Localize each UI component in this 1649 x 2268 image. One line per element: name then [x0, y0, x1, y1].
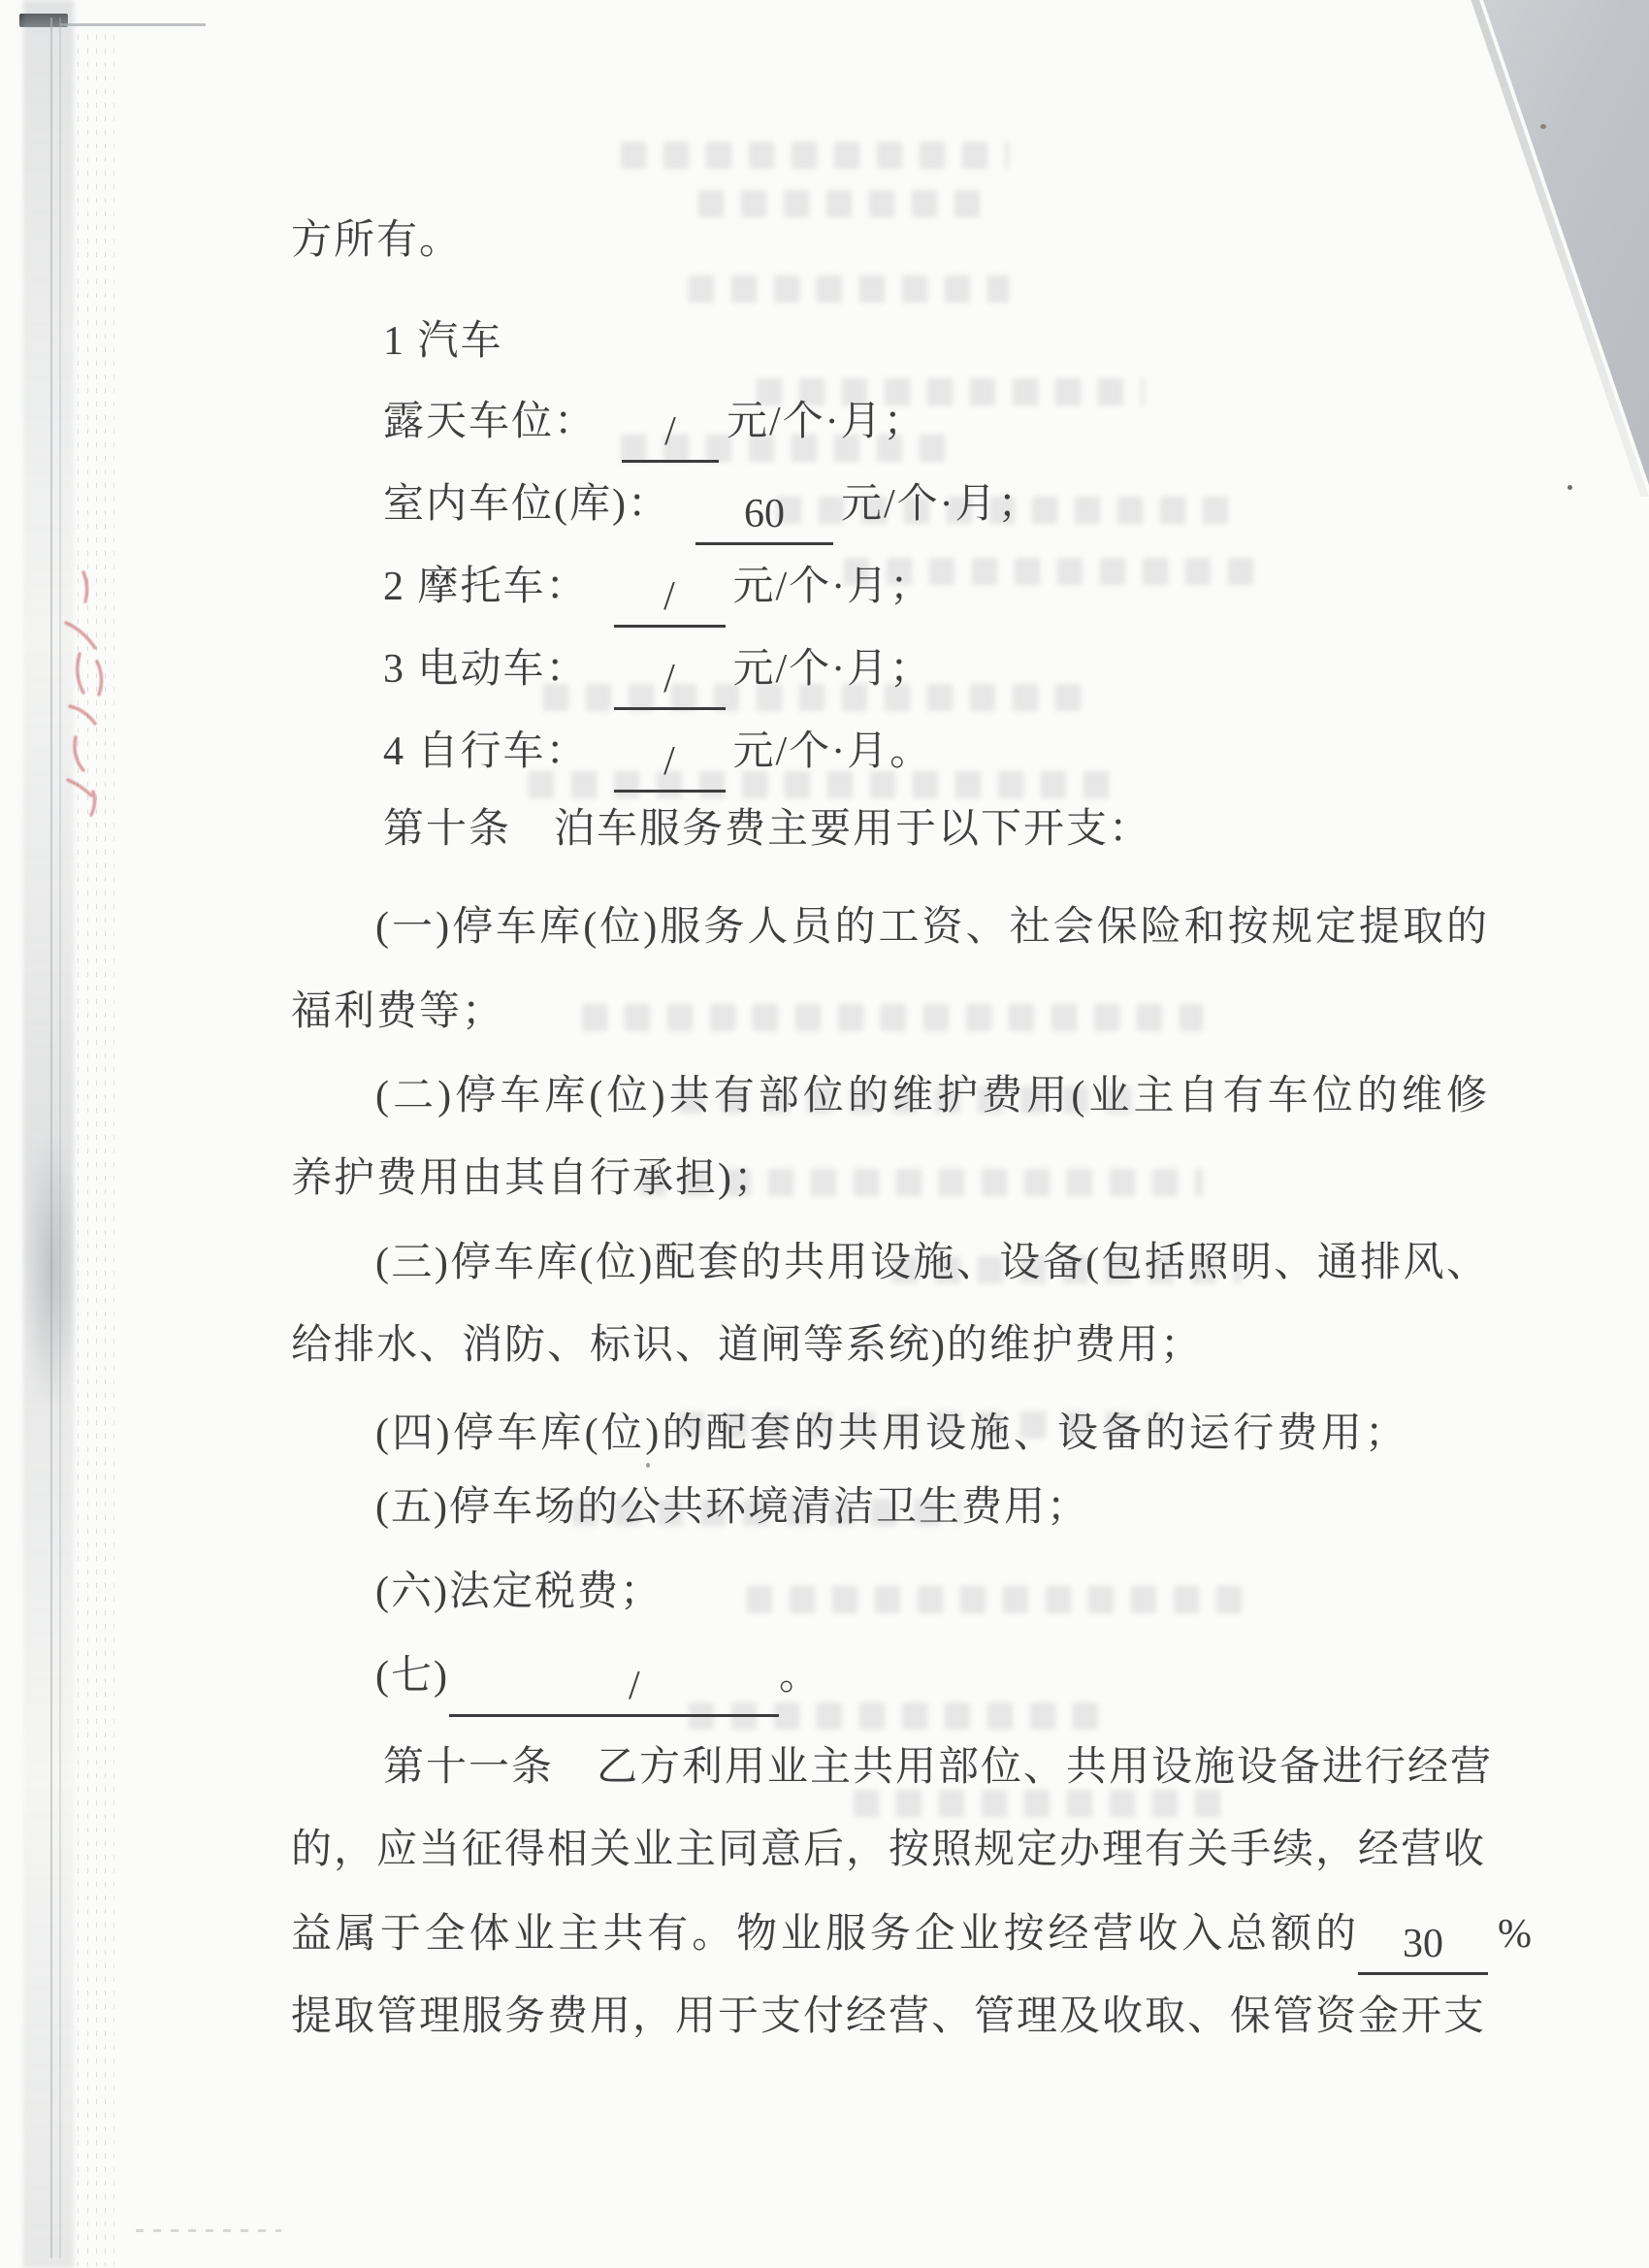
article-10-item-1-line-1: (一)停车库(位)服务人员的工资、社会保险和按规定提取的: [375, 905, 1489, 950]
article-10-item-2-line-2: 养护费用由其自行承担)；: [291, 1156, 776, 1201]
scan-pinstripe: [87, 35, 88, 2266]
article-11-line-2: 的，应当征得相关业主同意后，按照规定办理有关手续，经营收: [291, 1828, 1487, 1872]
fee-value: /: [663, 739, 675, 784]
fee-unit: 元/个·月；: [727, 400, 926, 444]
fillin-blank-underline: [614, 572, 726, 628]
scan-pinstripe: [96, 35, 97, 2266]
article-10-item-6: (六)法定税费；: [375, 1570, 663, 1614]
fillin-blank-underline: [695, 490, 833, 545]
fee-label: 露天车位：: [383, 400, 598, 444]
scan-speck: [1568, 485, 1572, 490]
scan-pinstripe: [105, 35, 106, 2266]
bleedthrough-ghost-line: [582, 1004, 1203, 1031]
fee-line-open-air-parking: [383, 392, 926, 452]
fee-unit: 元/个·月。: [732, 729, 933, 774]
fillin-blank-underline: [1358, 1920, 1488, 1975]
percent-sign: %: [1498, 1912, 1534, 1957]
article-10-item-4: (四)停车库(位)的配套的共用设施、设备的运行费用；: [375, 1411, 1407, 1456]
article-10-item-3-line-2: 给排水、消防、标识、道闸等系统)的维护费用；: [291, 1323, 1203, 1368]
line-text: 益属于全体业主共有。物业服务企业按经营收入总额的: [291, 1912, 1358, 1957]
scan-artifact-line: [60, 23, 206, 26]
scan-speck: [1540, 124, 1546, 129]
bleedthrough-ghost-line: [747, 1586, 1251, 1613]
scan-artifact-dashes: [136, 2229, 281, 2232]
left-edge-blotch: [25, 1135, 78, 1407]
fee-label: 4 自行车：: [383, 729, 589, 774]
bleedthrough-ghost-line: [621, 142, 1009, 169]
scan-pinstripe: [78, 35, 79, 2266]
article-10-heading: 第十条 泊车服务费主要用于以下开支：: [383, 807, 1152, 852]
fee-label: 3 电动车：: [383, 647, 589, 692]
fee-value: /: [663, 657, 675, 701]
fillin-blank-underline: [449, 1662, 779, 1717]
article-10-item-3-line-1: (三)停车库(位)配套的共用设施、设备(包括照明、通排风、: [375, 1241, 1489, 1285]
article-10-item-1-line-2: 福利费等；: [291, 989, 505, 1034]
bleedthrough-ghost-line: [689, 275, 1009, 303]
fee-unit: 元/个·月；: [732, 565, 933, 609]
fee-line-motorcycle: [383, 557, 932, 617]
fee-value: /: [664, 409, 676, 454]
vehicle-section-title: 1 汽车: [383, 319, 503, 364]
fee-line-bicycle: [383, 722, 932, 782]
item-7-period: 。: [778, 1654, 822, 1699]
item-7-label: (七): [375, 1654, 449, 1699]
red-ink-bleedthrough: [47, 561, 124, 823]
fee-unit: 元/个·月；: [732, 647, 933, 692]
fee-line-electric-bike: [383, 639, 932, 699]
fee-label: 2 摩托车：: [383, 565, 589, 609]
fillin-blank-underline: [614, 655, 726, 710]
article-10-item-5: (五)停车场的公共环境清洁卫生费用；: [375, 1485, 1089, 1530]
fee-value: /: [663, 574, 675, 619]
article-11-line-3: [291, 1904, 1534, 1964]
percentage-value: 30: [1403, 1922, 1443, 1966]
article-11-line-1: 第十一条 乙方利用业主共用部位、共用设施设备进行经营: [383, 1745, 1494, 1790]
fillin-blank-underline: [614, 737, 726, 793]
bleedthrough-ghost-line: [698, 190, 989, 217]
article-11-line-4: 提取管理服务费用，用于支付经营、管理及收取、保管资金开支: [291, 1994, 1487, 2039]
scan-pinstripe: [113, 35, 114, 2266]
document-line: 方所有。: [291, 218, 463, 263]
fee-label: 室内车位(库)：: [383, 482, 670, 527]
fillin-blank-underline: [622, 407, 719, 463]
fee-unit: 元/个·月；: [840, 482, 1041, 527]
article-10-item-7: [375, 1646, 822, 1706]
fee-line-indoor-parking: [383, 474, 1041, 535]
blank-slash: /: [628, 1664, 640, 1708]
left-edge-scan-band: [23, 0, 74, 2268]
fee-value: 60: [743, 492, 785, 536]
article-10-item-2-line-1: (二)停车库(位)共有部位的维护费用(业主自有车位的维修: [375, 1074, 1489, 1118]
